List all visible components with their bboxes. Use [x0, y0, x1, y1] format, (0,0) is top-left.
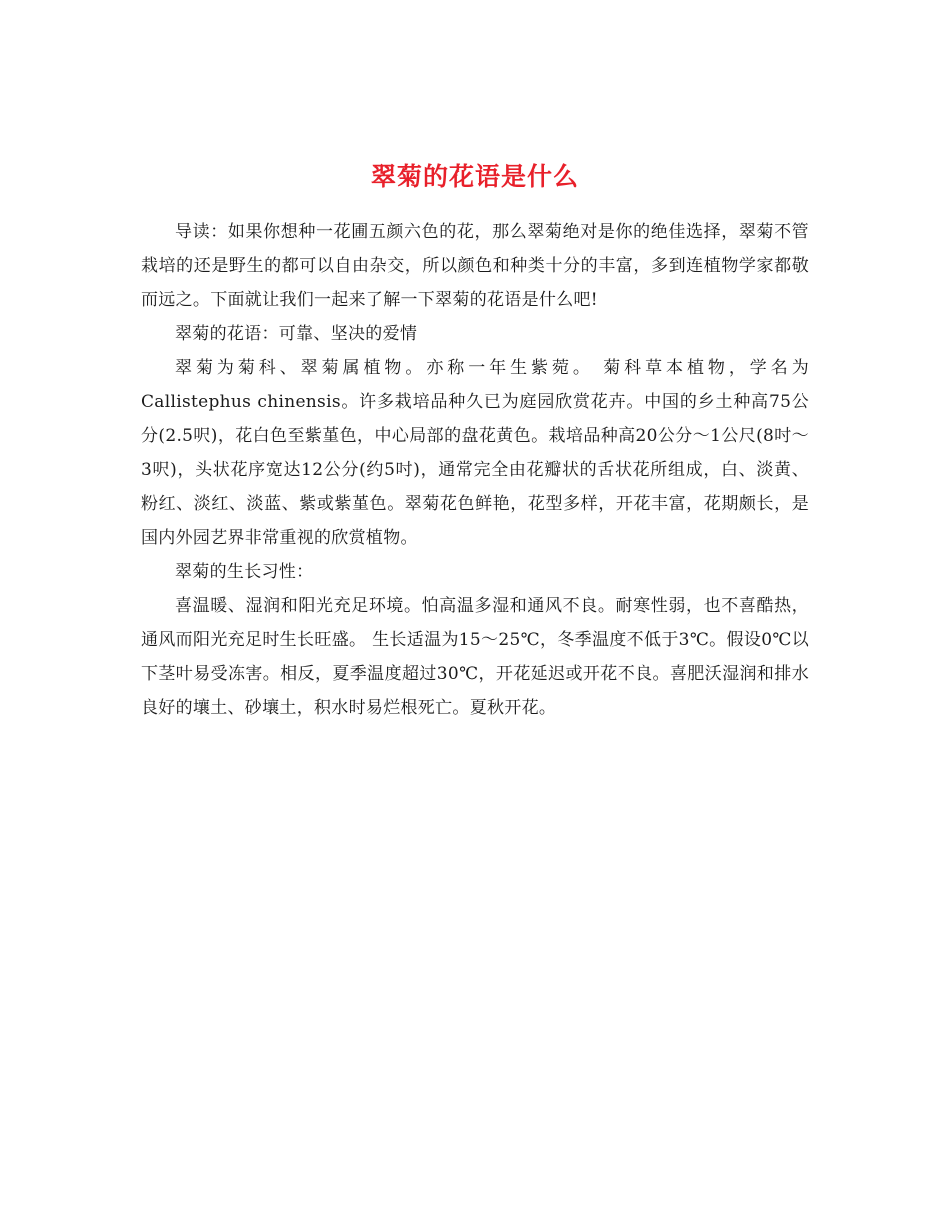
intro-paragraph: 导读：如果你想种一花圃五颜六色的花，那么翠菊绝对是你的绝佳选择，翠菊不管栽培的还是野生的都可以自由杂交，所以颜色和种类十分的丰富，多到连植物学家都敬而远之。下面就让我们一起来了解一下翠菊的花语是什么吧! — [141, 222, 809, 310]
flower-language-paragraph: 翠菊的花语：可靠、坚决的爱情 — [175, 324, 418, 344]
document-title: 翠菊的花语是什么 — [370, 161, 579, 191]
growth-habits-heading: 翠菊的生长习性： — [175, 562, 314, 582]
document-body — [141, 215, 809, 725]
growth-habits-paragraph: 喜温暖、湿润和阳光充足环境。怕高温多湿和通风不良。耐寒性弱，也不喜酷热，通风而阳光充足时生长旺盛。 生长适温为15～25℃，冬季温度不低于3℃。假设0℃以下茎叶易受冻害。相反，夏季温度超过30℃，开花延迟或开花不良。喜肥沃湿润和排水良好的壤土、砂壤土，积水时易烂根死亡。夏秋开花。 — [141, 596, 809, 718]
description-paragraph: 翠菊为菊科、翠菊属植物。亦称一年生紫菀。 菊科草本植物，学名为Callistephus chinensis。许多栽培品种久已为庭园欣赏花卉。中国的乡土种高75公分(2.5呎)，花白色至紫堇色，中心局部的盘花黄色。栽培品种高20公分～1公尺(8吋～3呎)，头状花序宽达12公分(约5吋)，通常完全由花瓣状的舌状花所组成，白、淡黄、粉红、淡红、淡蓝、紫或紫堇色。翠菊花色鲜艳，花型多样，开花丰富，花期颇长，是国内外园艺界非常重视的欣赏植物。 — [141, 358, 809, 548]
